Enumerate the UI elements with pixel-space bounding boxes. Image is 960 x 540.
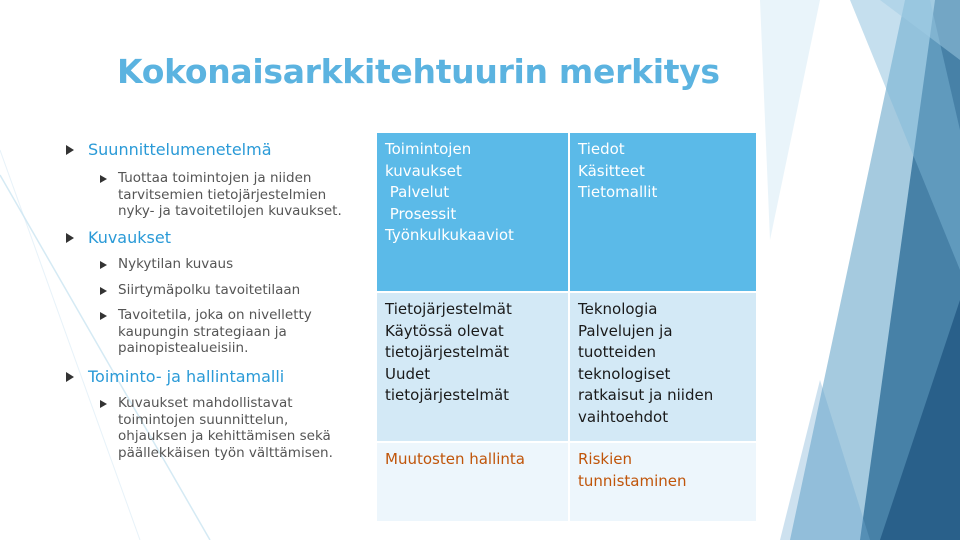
- arrow-bullet-icon: [100, 312, 107, 320]
- table-cell-muutosten-hallinta: Muutosten hallinta: [376, 442, 569, 522]
- bullet-toiminto: [66, 366, 284, 387]
- arrow-bullet-icon: [100, 175, 107, 183]
- arrow-bullet-icon: [100, 400, 107, 408]
- table-cell-riskien-tunnistaminen: Riskien tunnistaminen: [569, 442, 757, 522]
- bullet-list: [0, 0, 380, 540]
- arrow-bullet-icon: [66, 145, 74, 155]
- sub-bullet: [100, 395, 333, 461]
- bullet-kuvaukset: [66, 227, 171, 248]
- sub-bullet: [100, 170, 342, 220]
- sub-bullet: [100, 256, 233, 273]
- table-cell-toiminnot: Toimintojen kuvaukset Palvelut Prosessit Työnkulkukaaviot: [376, 132, 569, 292]
- arrow-bullet-icon: [100, 261, 107, 269]
- sub-bullet: [100, 307, 312, 357]
- table-cell-teknologia: Teknologia Palvelujen ja tuotteiden teknologiset ratkaisut ja niiden vaihtoehdot: [569, 292, 757, 442]
- bullet-heading: Kuvaukset: [88, 228, 171, 247]
- table-cell-tietojarjestelmat: Tietojärjestelmät Käytössä olevat tietojärjestelmät Uudet tietojärjestelmät: [376, 292, 569, 442]
- arrow-bullet-icon: [66, 372, 74, 382]
- sub-bullet-text: Siirtymäpolku tavoitetilaan: [118, 282, 301, 298]
- sub-bullet-text: Kuvaukset mahdollistavat toimintojen suunnittelun, ohjauksen ja kehittämisen sekä päällekkäisen työn välttämisen.: [118, 395, 333, 461]
- bullet-suunnittelumenetelma: [66, 139, 272, 160]
- sub-bullet: [100, 282, 300, 299]
- bullet-heading: Suunnittelumenetelmä: [88, 140, 272, 159]
- architecture-table: [375, 131, 758, 523]
- sub-bullet-text: Tuottaa toimintojen ja niiden tarvitsemien tietojärjestelmien nyky- ja tavoitetilojen kuvaukset.: [118, 170, 342, 219]
- sub-bullet-text: Tavoitetila, joka on nivelletty kaupungin strategiaan ja painopistealueisiin.: [118, 307, 312, 356]
- arrow-bullet-icon: [66, 233, 74, 243]
- sub-bullet-text: Nykytilan kuvaus: [118, 256, 234, 272]
- page-title: Kokonaisarkkitehtuurin merkitys: [117, 52, 720, 91]
- arrow-bullet-icon: [100, 287, 107, 295]
- bullet-heading: Toiminto- ja hallintamalli: [88, 367, 285, 386]
- table-cell-tiedot: Tiedot Käsitteet Tietomallit: [569, 132, 757, 292]
